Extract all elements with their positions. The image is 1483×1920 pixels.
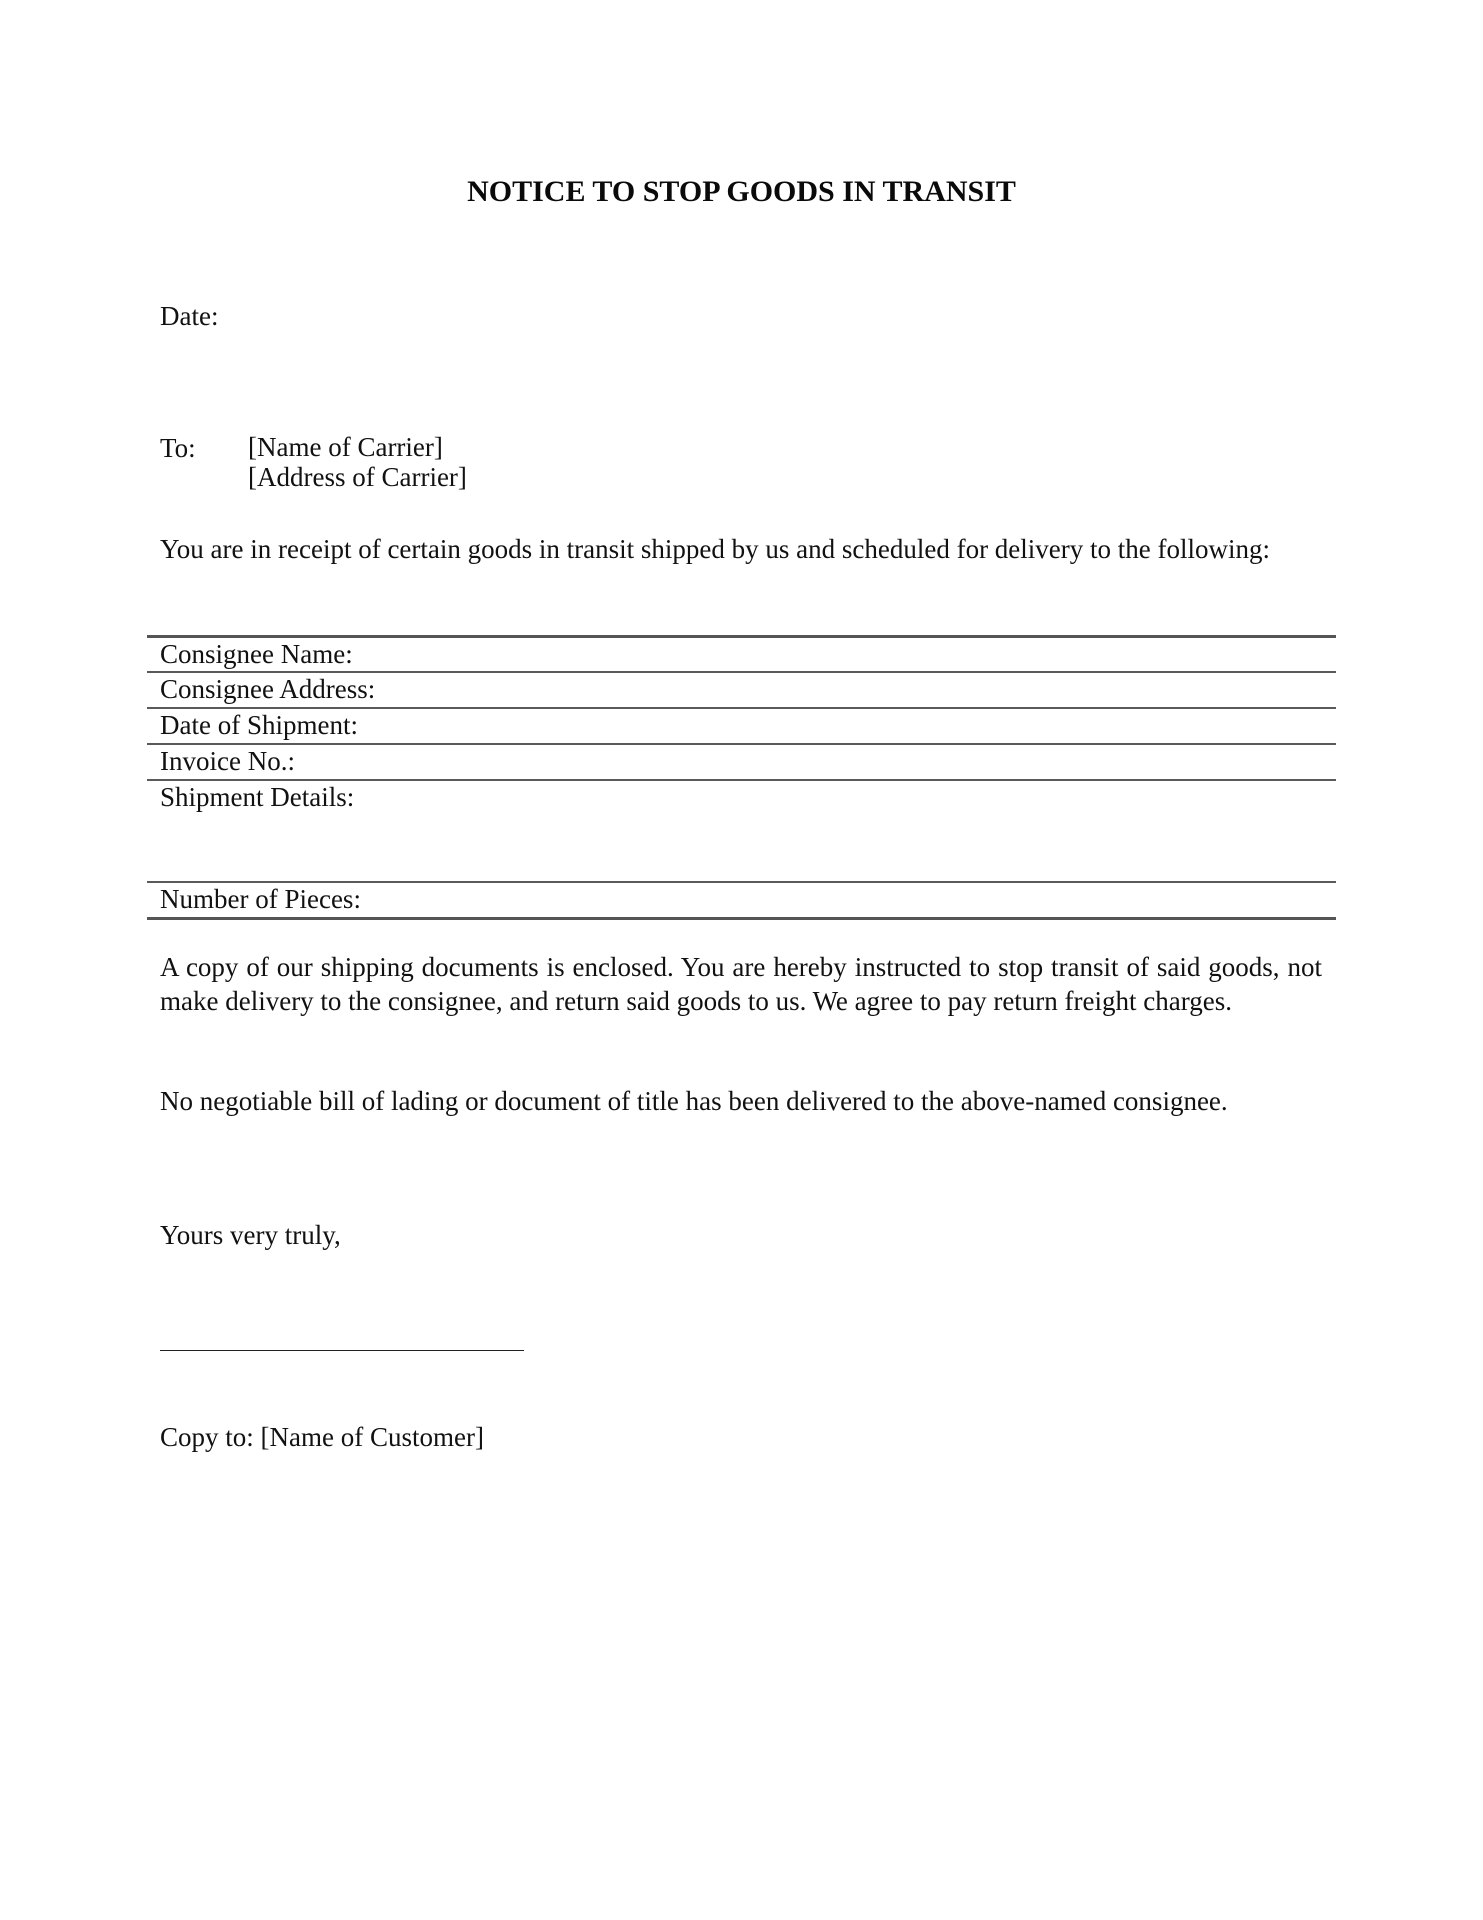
document-title: NOTICE TO STOP GOODS IN TRANSIT — [467, 175, 1016, 208]
row-label: Date of Shipment: — [160, 710, 358, 740]
table-row-date-of-shipment — [147, 707, 1336, 743]
row-label: Consignee Name: — [160, 639, 353, 669]
intro-paragraph: You are in receipt of certain goods in transit shipped by us and scheduled for delivery to the following: — [160, 534, 1271, 564]
table-row-number-of-pieces — [147, 881, 1336, 920]
table-row-shipment-details — [147, 779, 1336, 881]
carrier-address: [Address of Carrier] — [248, 462, 467, 492]
shipment-details-table — [147, 635, 1336, 920]
date-label: Date: — [160, 301, 219, 331]
row-label: Consignee Address: — [160, 674, 376, 704]
to-label: To: — [160, 433, 196, 463]
declaration-paragraph: No negotiable bill of lading or document of title has been delivered to the above-named consignee. — [160, 1086, 1228, 1116]
table-row-consignee-name — [147, 635, 1336, 671]
carrier-name: [Name of Carrier] — [248, 432, 443, 462]
row-label: Number of Pieces: — [160, 884, 361, 914]
instruction-paragraph: A copy of our shipping documents is enclosed. You are hereby instructed to stop transit of said goods, not make delivery to the consignee, and return said goods to us. We agree to pay return freight charges. — [160, 952, 1322, 1016]
closing-salutation: Yours very truly, — [160, 1220, 341, 1250]
signature-line — [160, 1350, 524, 1351]
table-row-consignee-address — [147, 671, 1336, 707]
row-label: Shipment Details: — [160, 782, 355, 812]
copy-to-line: Copy to: [Name of Customer] — [160, 1422, 484, 1452]
recipient-block — [248, 432, 467, 492]
table-row-invoice-no — [147, 743, 1336, 779]
row-label: Invoice No.: — [160, 746, 295, 776]
